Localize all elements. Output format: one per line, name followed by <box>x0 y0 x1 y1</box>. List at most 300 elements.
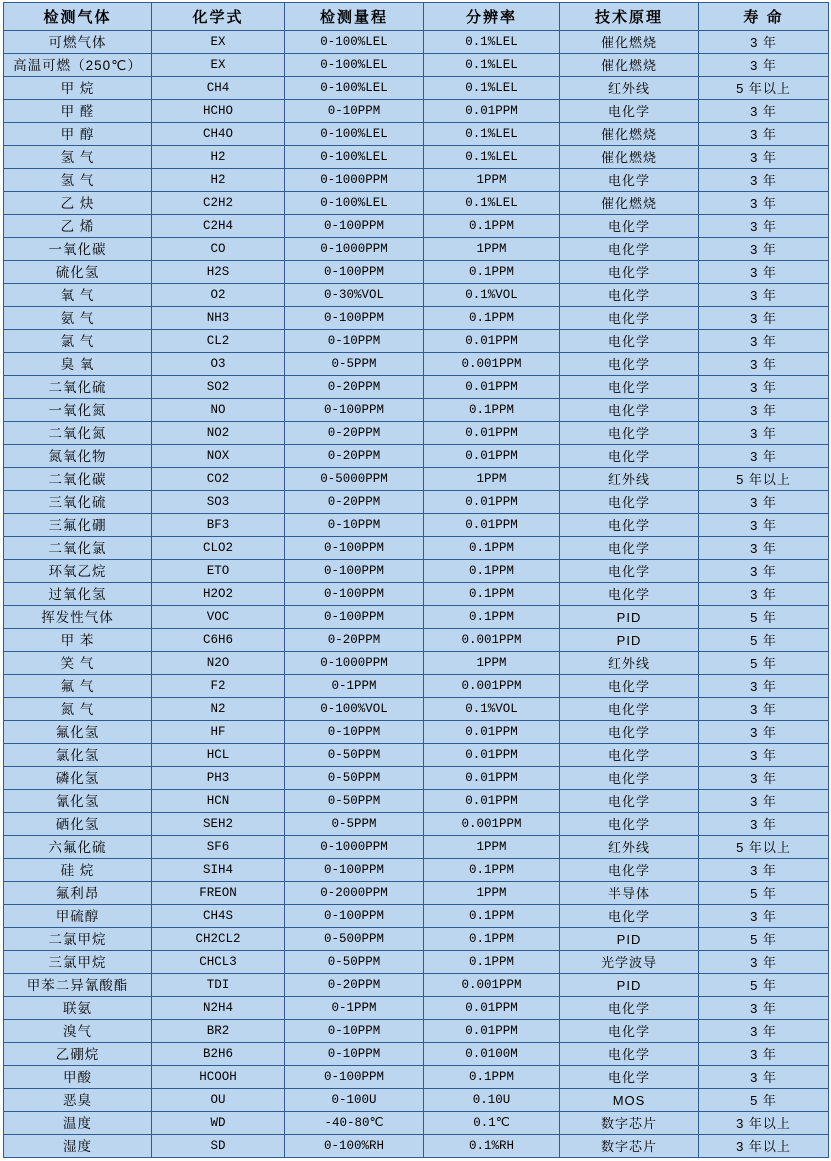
table-row <box>4 146 829 169</box>
cell-chemical-formula: F2 <box>152 675 285 698</box>
cell-chemical-formula: C2H4 <box>152 215 285 238</box>
cell-chemical-formula: CL2 <box>152 330 285 353</box>
cell-gas-name: 湿度 <box>4 1135 152 1158</box>
table-row <box>4 491 829 514</box>
cell-detection-range: 0-30%VOL <box>285 284 424 307</box>
cell-technology-principle: 催化燃烧 <box>560 31 699 54</box>
table-row <box>4 882 829 905</box>
cell-lifespan: 3 年以上 <box>699 1112 829 1135</box>
cell-resolution: 0.1%VOL <box>424 284 560 307</box>
table-row <box>4 169 829 192</box>
cell-resolution: 0.1PPM <box>424 1066 560 1089</box>
cell-lifespan: 3 年 <box>699 560 829 583</box>
cell-technology-principle: 电化学 <box>560 583 699 606</box>
cell-technology-principle: 红外线 <box>560 836 699 859</box>
cell-technology-principle: 电化学 <box>560 514 699 537</box>
cell-lifespan: 5 年以上 <box>699 836 829 859</box>
cell-gas-name: 三氧化硫 <box>4 491 152 514</box>
cell-chemical-formula: OU <box>152 1089 285 1112</box>
cell-technology-principle: 电化学 <box>560 445 699 468</box>
cell-technology-principle: 数字芯片 <box>560 1135 699 1158</box>
cell-technology-principle: 电化学 <box>560 422 699 445</box>
cell-detection-range: 0-100%VOL <box>285 698 424 721</box>
cell-technology-principle: 电化学 <box>560 307 699 330</box>
cell-resolution: 0.1%VOL <box>424 698 560 721</box>
table-row <box>4 514 829 537</box>
cell-detection-range: 0-5000PPM <box>285 468 424 491</box>
cell-chemical-formula: H2 <box>152 169 285 192</box>
table-row <box>4 813 829 836</box>
table-row <box>4 675 829 698</box>
cell-detection-range: 0-20PPM <box>285 445 424 468</box>
cell-detection-range: 0-100PPM <box>285 859 424 882</box>
cell-detection-range: 0-5PPM <box>285 353 424 376</box>
cell-gas-name: 二氧化碳 <box>4 468 152 491</box>
cell-detection-range: 0-500PPM <box>285 928 424 951</box>
cell-lifespan: 5 年 <box>699 928 829 951</box>
cell-technology-principle: 电化学 <box>560 537 699 560</box>
cell-lifespan: 3 年 <box>699 192 829 215</box>
cell-gas-name: 甲 醇 <box>4 123 152 146</box>
cell-chemical-formula: CHCL3 <box>152 951 285 974</box>
cell-chemical-formula: HCHO <box>152 100 285 123</box>
cell-technology-principle: 电化学 <box>560 675 699 698</box>
table-row <box>4 1043 829 1066</box>
cell-detection-range: 0-20PPM <box>285 491 424 514</box>
cell-resolution: 0.1PPM <box>424 307 560 330</box>
cell-lifespan: 3 年 <box>699 284 829 307</box>
cell-detection-range: 0-100PPM <box>285 560 424 583</box>
cell-technology-principle: 半导体 <box>560 882 699 905</box>
table-row <box>4 399 829 422</box>
table-row <box>4 376 829 399</box>
cell-gas-name: 氯化氢 <box>4 744 152 767</box>
table-row <box>4 790 829 813</box>
cell-chemical-formula: N2 <box>152 698 285 721</box>
cell-resolution: 0.1PPM <box>424 905 560 928</box>
cell-resolution: 0.1PPM <box>424 560 560 583</box>
cell-detection-range: 0-50PPM <box>285 744 424 767</box>
cell-gas-name: 三氯甲烷 <box>4 951 152 974</box>
cell-detection-range: 0-10PPM <box>285 330 424 353</box>
cell-detection-range: 0-20PPM <box>285 629 424 652</box>
cell-gas-name: 挥发性气体 <box>4 606 152 629</box>
cell-lifespan: 3 年 <box>699 514 829 537</box>
cell-chemical-formula: SF6 <box>152 836 285 859</box>
cell-chemical-formula: O3 <box>152 353 285 376</box>
cell-detection-range: 0-1000PPM <box>285 652 424 675</box>
table-row <box>4 215 829 238</box>
cell-gas-name: 甲酸 <box>4 1066 152 1089</box>
cell-detection-range: 0-100PPM <box>285 307 424 330</box>
table-row <box>4 445 829 468</box>
cell-detection-range: 0-100PPM <box>285 215 424 238</box>
cell-chemical-formula: EX <box>152 54 285 77</box>
cell-chemical-formula: BR2 <box>152 1020 285 1043</box>
table-row <box>4 698 829 721</box>
cell-detection-range: 0-100U <box>285 1089 424 1112</box>
cell-lifespan: 3 年 <box>699 399 829 422</box>
cell-lifespan: 5 年以上 <box>699 77 829 100</box>
cell-chemical-formula: H2 <box>152 146 285 169</box>
cell-resolution: 0.1PPM <box>424 399 560 422</box>
cell-gas-name: 甲苯二异氰酸酯 <box>4 974 152 997</box>
cell-gas-name: 笑 气 <box>4 652 152 675</box>
cell-chemical-formula: EX <box>152 31 285 54</box>
cell-gas-name: 二氧化氯 <box>4 537 152 560</box>
cell-lifespan: 3 年 <box>699 330 829 353</box>
cell-gas-name: 甲 苯 <box>4 629 152 652</box>
cell-chemical-formula: C6H6 <box>152 629 285 652</box>
column-header-resolution: 分辨率 <box>424 3 560 31</box>
cell-resolution: 1PPM <box>424 836 560 859</box>
cell-lifespan: 3 年 <box>699 905 829 928</box>
cell-gas-name: 可燃气体 <box>4 31 152 54</box>
cell-resolution: 1PPM <box>424 169 560 192</box>
cell-lifespan: 3 年 <box>699 767 829 790</box>
cell-lifespan: 3 年 <box>699 813 829 836</box>
table-header <box>4 3 829 31</box>
table-row <box>4 583 829 606</box>
cell-resolution: 0.01PPM <box>424 1020 560 1043</box>
cell-technology-principle: 电化学 <box>560 1066 699 1089</box>
cell-technology-principle: 电化学 <box>560 767 699 790</box>
cell-chemical-formula: CO <box>152 238 285 261</box>
cell-lifespan: 3 年 <box>699 376 829 399</box>
cell-resolution: 0.001PPM <box>424 813 560 836</box>
cell-gas-name: 氨 气 <box>4 307 152 330</box>
cell-lifespan: 3 年 <box>699 54 829 77</box>
cell-technology-principle: 电化学 <box>560 744 699 767</box>
cell-detection-range: 0-50PPM <box>285 790 424 813</box>
cell-technology-principle: 电化学 <box>560 100 699 123</box>
cell-resolution: 0.01PPM <box>424 445 560 468</box>
cell-technology-principle: 电化学 <box>560 1020 699 1043</box>
cell-gas-name: 氮 气 <box>4 698 152 721</box>
cell-technology-principle: 电化学 <box>560 284 699 307</box>
cell-technology-principle: PID <box>560 606 699 629</box>
cell-gas-name: 氮氧化物 <box>4 445 152 468</box>
cell-technology-principle: 电化学 <box>560 261 699 284</box>
cell-technology-principle: 电化学 <box>560 813 699 836</box>
cell-detection-range: 0-5PPM <box>285 813 424 836</box>
cell-gas-name: 乙 烯 <box>4 215 152 238</box>
cell-resolution: 0.1PPM <box>424 261 560 284</box>
table-row <box>4 468 829 491</box>
cell-detection-range: -40-80℃ <box>285 1112 424 1135</box>
cell-resolution: 0.1%LEL <box>424 146 560 169</box>
cell-chemical-formula: SO2 <box>152 376 285 399</box>
cell-resolution: 0.1%RH <box>424 1135 560 1158</box>
cell-resolution: 0.1PPM <box>424 583 560 606</box>
cell-chemical-formula: BF3 <box>152 514 285 537</box>
cell-technology-principle: 电化学 <box>560 905 699 928</box>
cell-detection-range: 0-100%LEL <box>285 123 424 146</box>
cell-lifespan: 3 年 <box>699 146 829 169</box>
cell-technology-principle: 催化燃烧 <box>560 146 699 169</box>
cell-chemical-formula: TDI <box>152 974 285 997</box>
cell-gas-name: 三氟化硼 <box>4 514 152 537</box>
cell-detection-range: 0-1000PPM <box>285 169 424 192</box>
cell-resolution: 1PPM <box>424 882 560 905</box>
cell-technology-principle: PID <box>560 928 699 951</box>
cell-lifespan: 5 年 <box>699 652 829 675</box>
cell-chemical-formula: FREON <box>152 882 285 905</box>
cell-detection-range: 0-50PPM <box>285 951 424 974</box>
cell-lifespan: 3 年 <box>699 261 829 284</box>
cell-lifespan: 3 年 <box>699 698 829 721</box>
cell-lifespan: 3 年 <box>699 997 829 1020</box>
cell-technology-principle: 电化学 <box>560 353 699 376</box>
cell-detection-range: 0-100PPM <box>285 261 424 284</box>
table-row <box>4 1089 829 1112</box>
cell-gas-name: 氰化氢 <box>4 790 152 813</box>
table-row <box>4 859 829 882</box>
cell-chemical-formula: WD <box>152 1112 285 1135</box>
cell-chemical-formula: CH4O <box>152 123 285 146</box>
cell-chemical-formula: C2H2 <box>152 192 285 215</box>
cell-chemical-formula: SD <box>152 1135 285 1158</box>
cell-detection-range: 0-10PPM <box>285 100 424 123</box>
cell-gas-name: 硒化氢 <box>4 813 152 836</box>
cell-resolution: 0.1PPM <box>424 606 560 629</box>
cell-resolution: 0.1PPM <box>424 215 560 238</box>
cell-resolution: 1PPM <box>424 468 560 491</box>
cell-lifespan: 5 年 <box>699 606 829 629</box>
cell-detection-range: 0-100%LEL <box>285 77 424 100</box>
cell-gas-name: 过氧化氢 <box>4 583 152 606</box>
cell-technology-principle: 电化学 <box>560 169 699 192</box>
cell-chemical-formula: SEH2 <box>152 813 285 836</box>
cell-lifespan: 3 年 <box>699 721 829 744</box>
gas-detection-table <box>3 2 829 1158</box>
cell-resolution: 0.01PPM <box>424 790 560 813</box>
cell-chemical-formula: HF <box>152 721 285 744</box>
cell-detection-range: 0-100%LEL <box>285 192 424 215</box>
cell-chemical-formula: H2O2 <box>152 583 285 606</box>
cell-lifespan: 3 年 <box>699 353 829 376</box>
cell-resolution: 0.01PPM <box>424 376 560 399</box>
table-row <box>4 928 829 951</box>
cell-technology-principle: 红外线 <box>560 77 699 100</box>
cell-lifespan: 3 年 <box>699 675 829 698</box>
cell-resolution: 0.001PPM <box>424 353 560 376</box>
cell-gas-name: 恶臭 <box>4 1089 152 1112</box>
cell-detection-range: 0-20PPM <box>285 422 424 445</box>
cell-detection-range: 0-1PPM <box>285 997 424 1020</box>
cell-detection-range: 0-100PPM <box>285 1066 424 1089</box>
cell-lifespan: 3 年 <box>699 744 829 767</box>
cell-lifespan: 5 年 <box>699 882 829 905</box>
cell-resolution: 0.001PPM <box>424 974 560 997</box>
cell-lifespan: 3 年 <box>699 951 829 974</box>
cell-gas-name: 甲硫醇 <box>4 905 152 928</box>
cell-resolution: 0.01PPM <box>424 422 560 445</box>
cell-resolution: 0.1%LEL <box>424 123 560 146</box>
cell-chemical-formula: O2 <box>152 284 285 307</box>
cell-resolution: 0.1%LEL <box>424 77 560 100</box>
table-row <box>4 422 829 445</box>
table-row <box>4 31 829 54</box>
table-row <box>4 284 829 307</box>
cell-chemical-formula: VOC <box>152 606 285 629</box>
table-row <box>4 606 829 629</box>
table-row <box>4 744 829 767</box>
cell-detection-range: 0-100PPM <box>285 606 424 629</box>
cell-lifespan: 3 年 <box>699 859 829 882</box>
cell-technology-principle: 电化学 <box>560 376 699 399</box>
column-header-technology-principle: 技术原理 <box>560 3 699 31</box>
cell-technology-principle: 电化学 <box>560 790 699 813</box>
cell-chemical-formula: B2H6 <box>152 1043 285 1066</box>
cell-gas-name: 氢 气 <box>4 146 152 169</box>
table-row <box>4 54 829 77</box>
cell-resolution: 0.01PPM <box>424 721 560 744</box>
cell-gas-name: 高温可燃（250℃） <box>4 54 152 77</box>
cell-chemical-formula: HCOOH <box>152 1066 285 1089</box>
table-row <box>4 629 829 652</box>
cell-gas-name: 氟 气 <box>4 675 152 698</box>
cell-chemical-formula: CO2 <box>152 468 285 491</box>
column-header-gas-name: 检测气体 <box>4 3 152 31</box>
table-row <box>4 721 829 744</box>
table-row <box>4 261 829 284</box>
table-row <box>4 537 829 560</box>
cell-gas-name: 氯 气 <box>4 330 152 353</box>
cell-resolution: 0.1%LEL <box>424 31 560 54</box>
cell-lifespan: 3 年 <box>699 100 829 123</box>
cell-resolution: 0.1%LEL <box>424 192 560 215</box>
cell-lifespan: 3 年 <box>699 31 829 54</box>
column-header-lifespan: 寿 命 <box>699 3 829 31</box>
cell-detection-range: 0-100%LEL <box>285 31 424 54</box>
cell-lifespan: 3 年 <box>699 537 829 560</box>
cell-detection-range: 0-100PPM <box>285 537 424 560</box>
cell-chemical-formula: NO <box>152 399 285 422</box>
cell-chemical-formula: SIH4 <box>152 859 285 882</box>
cell-lifespan: 3 年 <box>699 445 829 468</box>
cell-lifespan: 3 年 <box>699 123 829 146</box>
cell-gas-name: 氢 气 <box>4 169 152 192</box>
cell-detection-range: 0-10PPM <box>285 1020 424 1043</box>
cell-detection-range: 0-10PPM <box>285 514 424 537</box>
cell-chemical-formula: PH3 <box>152 767 285 790</box>
column-header-detection-range: 检测量程 <box>285 3 424 31</box>
cell-technology-principle: 红外线 <box>560 652 699 675</box>
cell-lifespan: 5 年以上 <box>699 468 829 491</box>
table-row <box>4 652 829 675</box>
cell-detection-range: 0-100%LEL <box>285 146 424 169</box>
cell-lifespan: 5 年 <box>699 974 829 997</box>
table-row <box>4 767 829 790</box>
table-row <box>4 353 829 376</box>
cell-gas-name: 温度 <box>4 1112 152 1135</box>
cell-chemical-formula: H2S <box>152 261 285 284</box>
table-header-row <box>4 3 829 31</box>
cell-detection-range: 0-100%RH <box>285 1135 424 1158</box>
cell-gas-name: 六氟化硫 <box>4 836 152 859</box>
cell-resolution: 0.1PPM <box>424 859 560 882</box>
cell-gas-name: 硫化氢 <box>4 261 152 284</box>
cell-gas-name: 乙硼烷 <box>4 1043 152 1066</box>
cell-detection-range: 0-2000PPM <box>285 882 424 905</box>
cell-gas-name: 二氧化硫 <box>4 376 152 399</box>
cell-lifespan: 3 年以上 <box>699 1135 829 1158</box>
cell-detection-range: 0-10PPM <box>285 1043 424 1066</box>
cell-gas-name: 氟化氢 <box>4 721 152 744</box>
cell-chemical-formula: CH4 <box>152 77 285 100</box>
cell-technology-principle: 催化燃烧 <box>560 54 699 77</box>
cell-chemical-formula: SO3 <box>152 491 285 514</box>
table-body <box>4 31 829 1158</box>
cell-gas-name: 一氧化碳 <box>4 238 152 261</box>
cell-resolution: 0.01PPM <box>424 100 560 123</box>
table-row <box>4 1112 829 1135</box>
cell-technology-principle: 电化学 <box>560 491 699 514</box>
cell-resolution: 0.10U <box>424 1089 560 1112</box>
cell-gas-name: 硅 烷 <box>4 859 152 882</box>
cell-detection-range: 0-10PPM <box>285 721 424 744</box>
cell-resolution: 0.001PPM <box>424 675 560 698</box>
cell-lifespan: 3 年 <box>699 238 829 261</box>
cell-technology-principle: 电化学 <box>560 1043 699 1066</box>
cell-chemical-formula: HCL <box>152 744 285 767</box>
cell-detection-range: 0-100PPM <box>285 583 424 606</box>
cell-technology-principle: 电化学 <box>560 238 699 261</box>
table-row <box>4 905 829 928</box>
cell-detection-range: 0-100%LEL <box>285 54 424 77</box>
cell-detection-range: 0-100PPM <box>285 905 424 928</box>
cell-detection-range: 0-50PPM <box>285 767 424 790</box>
cell-detection-range: 0-1PPM <box>285 675 424 698</box>
cell-chemical-formula: NO2 <box>152 422 285 445</box>
cell-technology-principle: 电化学 <box>560 721 699 744</box>
cell-gas-name: 氟利昂 <box>4 882 152 905</box>
cell-gas-name: 甲 烷 <box>4 77 152 100</box>
cell-detection-range: 0-1000PPM <box>285 836 424 859</box>
cell-technology-principle: 电化学 <box>560 399 699 422</box>
cell-technology-principle: 光学波导 <box>560 951 699 974</box>
table-row <box>4 560 829 583</box>
table-row <box>4 192 829 215</box>
cell-detection-range: 0-1000PPM <box>285 238 424 261</box>
table-row <box>4 974 829 997</box>
cell-resolution: 0.01PPM <box>424 997 560 1020</box>
cell-detection-range: 0-20PPM <box>285 974 424 997</box>
cell-gas-name: 臭 氧 <box>4 353 152 376</box>
cell-resolution: 0.01PPM <box>424 491 560 514</box>
cell-technology-principle: 数字芯片 <box>560 1112 699 1135</box>
cell-gas-name: 磷化氢 <box>4 767 152 790</box>
cell-resolution: 0.1PPM <box>424 928 560 951</box>
cell-resolution: 0.1%LEL <box>424 54 560 77</box>
column-header-chemical-formula: 化学式 <box>152 3 285 31</box>
cell-lifespan: 3 年 <box>699 1066 829 1089</box>
table-row <box>4 1020 829 1043</box>
table-row <box>4 238 829 261</box>
cell-resolution: 0.1PPM <box>424 537 560 560</box>
cell-gas-name: 一氧化氮 <box>4 399 152 422</box>
cell-technology-principle: 催化燃烧 <box>560 192 699 215</box>
cell-resolution: 0.01PPM <box>424 514 560 537</box>
cell-gas-name: 二氯甲烷 <box>4 928 152 951</box>
cell-chemical-formula: CLO2 <box>152 537 285 560</box>
cell-detection-range: 0-100PPM <box>285 399 424 422</box>
cell-technology-principle: PID <box>560 974 699 997</box>
cell-resolution: 1PPM <box>424 238 560 261</box>
cell-lifespan: 3 年 <box>699 1020 829 1043</box>
cell-chemical-formula: NOX <box>152 445 285 468</box>
